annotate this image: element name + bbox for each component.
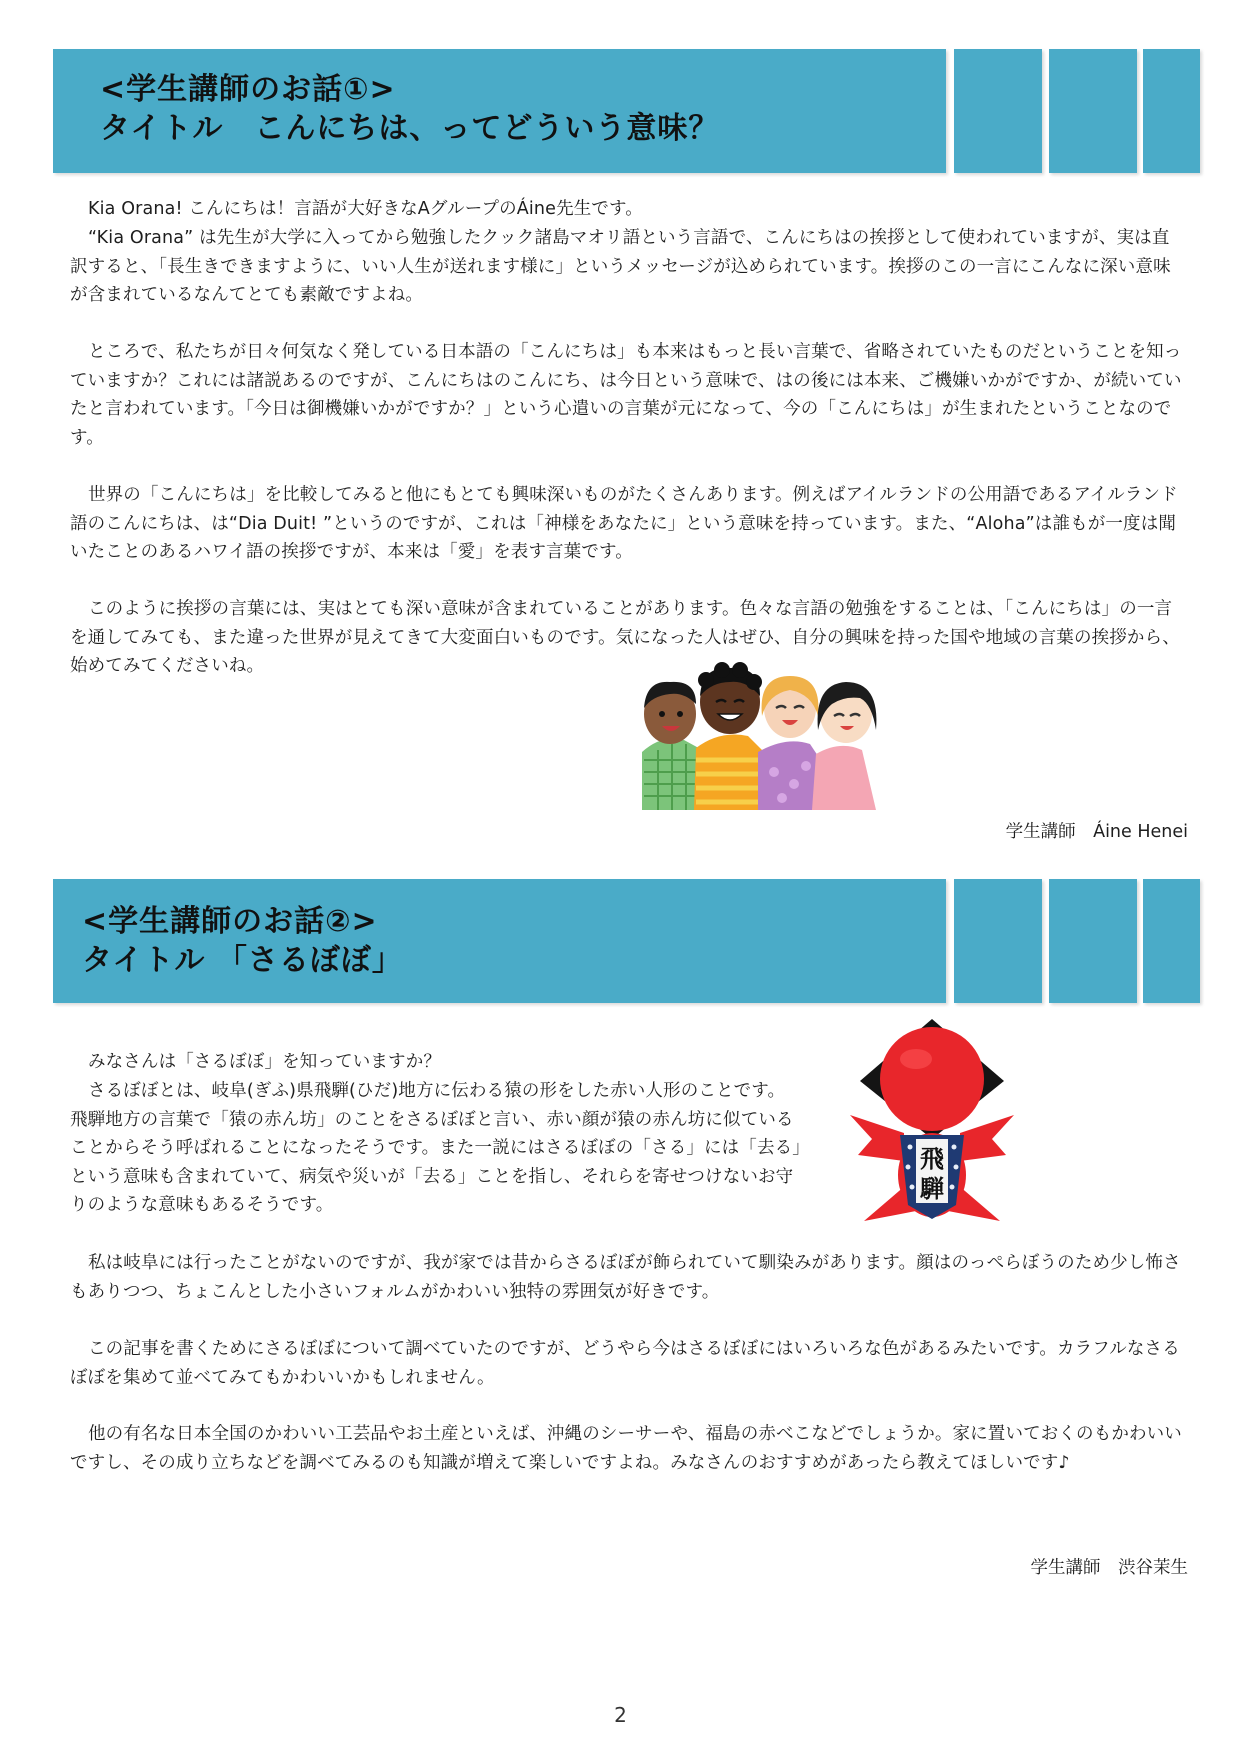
friend-3-shirt [758, 741, 818, 810]
article1-paragraph-4: 世界の「こんにちは」を比較してみると他にもとても興味深いものがたくさんあります。例えばアイルランドの公用語であるアイルランド語のこんにちは、は“Dia Duit! ”というのですが、これは「神様をあなたに」という意味を持っています。また、“Aloha”は誰もが一度は聞いたことのあるハワイ語の挨拶ですが、本来は「愛」を表す言葉です。 [70, 485, 1178, 563]
article2-paragraph-5: 他の有名な日本全国のかわいい工芸品やお土産といえば、沖縄のシーサーや、福島の赤べこなどでしょうか。家に置いておくのもかわいいですし、その成り立ちなどを調べてみるのも知識が増えて楽しいですよね。みなさんのおすすめがあったら教えてほしいです♪ [70, 1424, 1182, 1473]
banner-tile [954, 879, 1042, 1003]
sarubobo-face [880, 1027, 984, 1131]
page-number: 2 [614, 1703, 627, 1727]
article1-paragraph-5: このように挨拶の言葉には、実はとても深い意味が含まれていることがあります。色々な言語の勉強をすることは、「こんにちは」の一言を通してみても、また違った世界が見えてきて大変面白いものです。気になった人はぜひ、自分の興味を持った国や地域の言葉の挨拶から、始めてみてくださいね。 [70, 599, 1180, 677]
article1-heading-line1: <学生講師のお話①> [100, 72, 396, 107]
article2-banner [53, 879, 1200, 1003]
article1-paragraph-1: Kia Orana! こんにちは！言語が大好きなAグループのÁine先生です。 [88, 199, 643, 219]
article2-heading-line2: タイトル 「さるぼぼ」 [82, 943, 403, 978]
banner-tile [1143, 879, 1200, 1003]
bib-char-2: 騨 [920, 1175, 944, 1203]
article2-title [82, 902, 403, 980]
article2-paragraph-3: 私は岐阜には行ったことがないのですが、我が家では昔からさるぼぼが飾られていて馴染みがあります。顔はのっぺらぼうのため少し怖さもありつつ、ちょこんとした小さいフォルムがかわいい独特の雰囲気が好きです。 [70, 1253, 1181, 1302]
banner-tile [954, 49, 1042, 173]
article1-paragraph-3: ところで、私たちが日々何気なく発している日本語の「こんにちは」も本来はもっと長い言葉で、省略されていたものだということを知っていますか？これには諸説あるのですが、こんにちはのこんにち、は今日という意味で、はの後には本来、ご機嫌いかがですか、が続いていたと言われています。「今日は御機嫌いかがですか？」という心遣いの言葉が元になって、今の「こんにちは」が生まれたということなのです。 [70, 342, 1182, 448]
sarubobo-illustration [844, 1015, 1020, 1227]
article1-banner [53, 49, 1200, 173]
article2-signature: 学生講師 渋谷茉生 [1030, 1558, 1188, 1578]
article2-paragraph-1: みなさんは「さるぼぼ」を知っていますか？ [88, 1052, 441, 1072]
friends-illustration [622, 660, 894, 810]
banner-tile [1143, 49, 1200, 173]
article1-paragraph-2: “Kia Orana” は先生が大学に入ってから勉強したクック諸島マオリ語という言語で、こんにちはの挨拶として使われていますが、実は直訳すると、「長生きできますように、いい人生が送れます様に」というメッセージが込められています。挨拶のこの一言にこんなに深い意味が含まれているなんてとても素敵ですよね。 [70, 228, 1171, 306]
article1-heading-line2: タイトル こんにちは、ってどういう意味？ [100, 111, 720, 146]
article2-paragraph-4: この記事を書くためにさるぼぼについて調べていたのですが、どうやら今はさるぼぼにはいろいろな色があるみたいです。カラフルなさるぼぼを集めて並べてみてもかわいいかもしれません。 [70, 1339, 1180, 1388]
banner-tile [1049, 49, 1137, 173]
bib-char-1: 飛 [920, 1145, 944, 1173]
sarubobo-left-arm [850, 1115, 904, 1161]
article2-heading-line1: <学生講師のお話②> [82, 904, 378, 939]
sarubobo-right-arm [960, 1115, 1014, 1161]
article1-signature: 学生講師 Áine Henei [1005, 822, 1188, 842]
article2-paragraph-2: さるぼぼとは、岐阜(ぎふ)県飛騨(ひだ)地方に伝わる猿の形をした赤い人形のことです。飛騨地方の言葉で「猿の赤ん坊」のことをさるぼぼと言い、赤い顔が猿の赤ん坊に似ていることからそう呼ばれることになったそうです。また一説にはさるぼぼの「さる」には「去る」という意味も含まれていて、病気や災いが「去る」ことを指し、それらを寄せつけないお守りのような意味もあるそうです。 [70, 1081, 802, 1216]
friend-4-shirt [812, 746, 876, 810]
banner-tile [1049, 879, 1137, 1003]
article1-title [100, 70, 719, 148]
